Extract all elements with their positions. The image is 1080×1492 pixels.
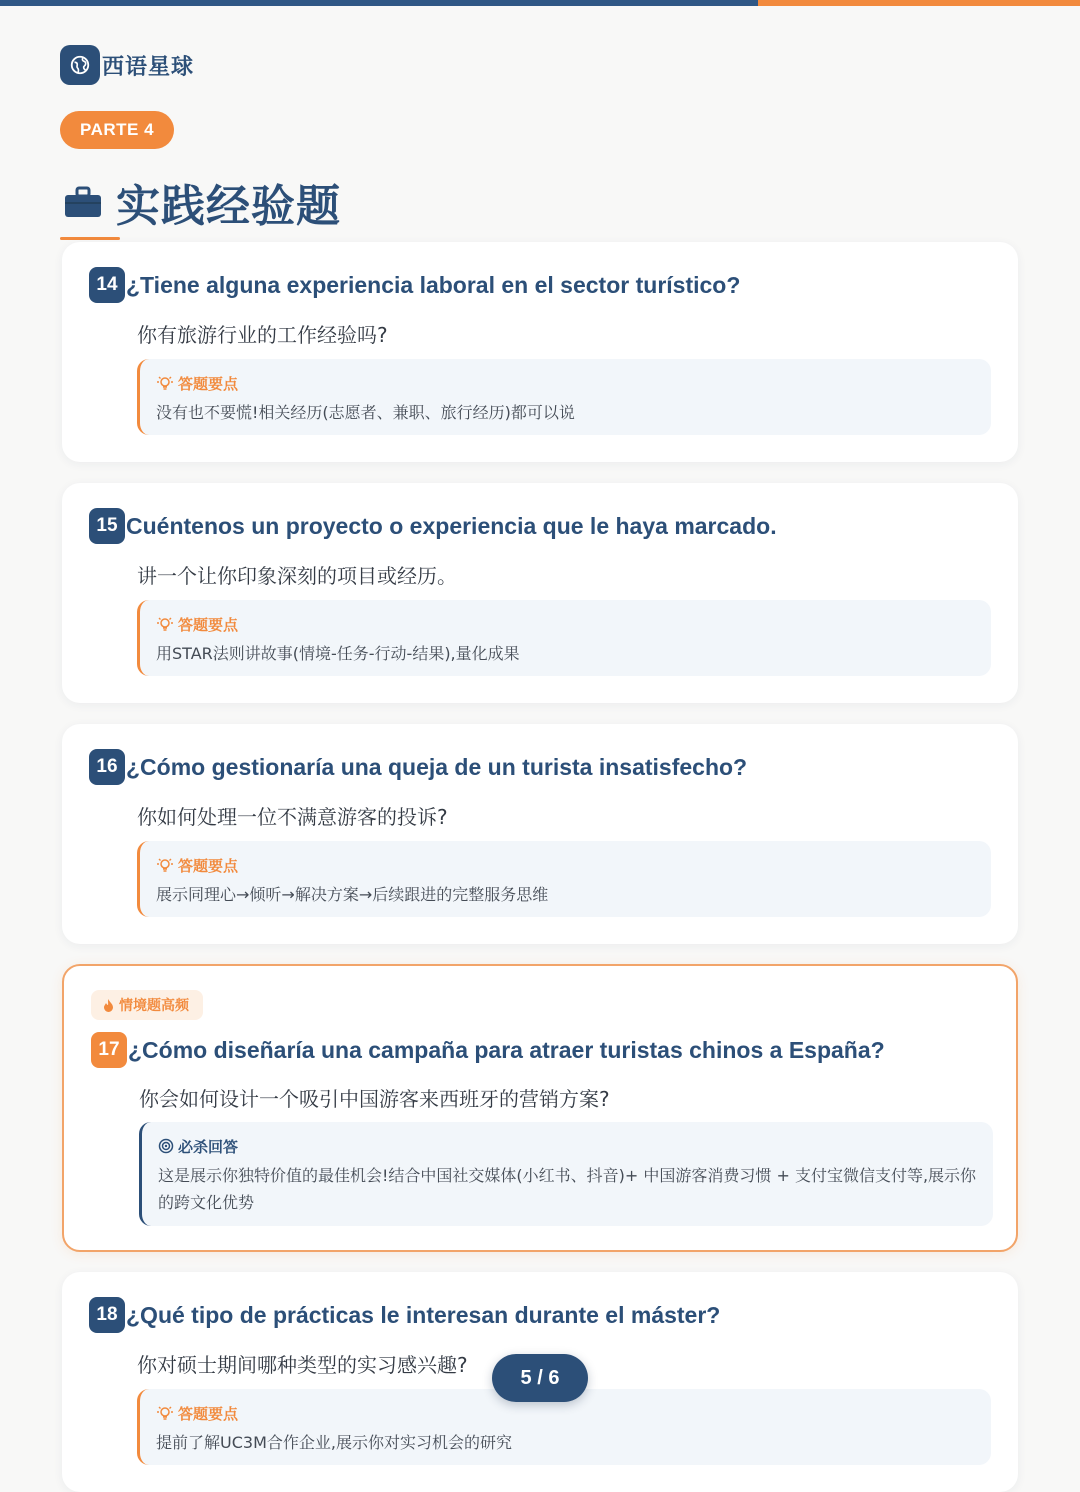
brand-name: 西语星球 [102, 54, 195, 80]
tip-label: 答题要点 [178, 856, 239, 875]
lightbulb-icon [156, 857, 174, 873]
question-card [62, 483, 1018, 703]
hot-badge [91, 990, 203, 1020]
answer-tip [139, 1122, 993, 1226]
question-spanish: ¿Tiene alguna experiencia laboral en el sector turístico? [126, 271, 741, 298]
brand [60, 45, 194, 85]
tip-text: 展示同理心→倾听→解决方案→后续跟进的完整服务思维 [156, 885, 549, 904]
lightbulb-icon [156, 616, 174, 632]
highlight-question-card [62, 964, 1018, 1252]
tip-text: 这是展示你独特价值的最佳机会!结合中国社交媒体(小红书、抖音)+ 中国游客消费习惯 + 支付宝微信支付等,展示你的跨文化优势 [158, 1166, 977, 1212]
lightbulb-icon [156, 375, 174, 391]
title-underline [60, 237, 120, 240]
question-chinese: 你会如何设计一个吸引中国游客来西班牙的营销方案? [139, 1087, 610, 1111]
question-spanish: ¿Cómo gestionaría una queja de un turista insatisfecho? [126, 753, 748, 780]
answer-tip [137, 359, 991, 435]
question-number: 18 [89, 1297, 125, 1333]
tip-label: 答题要点 [178, 374, 239, 393]
question-chinese: 你如何处理一位不满意游客的投诉? [137, 805, 448, 829]
tip-label: 答题要点 [178, 615, 239, 634]
tip-text: 提前了解UC3M合作企业,展示你对实习机会的研究 [156, 1433, 512, 1452]
question-chinese: 你对硕士期间哪种类型的实习感兴趣? [137, 1353, 468, 1377]
section-heading [64, 170, 341, 234]
question-chinese: 讲一个让你印象深刻的项目或经历。 [137, 564, 457, 588]
page-indicator[interactable]: 5 / 6 [492, 1354, 588, 1402]
badge-label: 情境题高频 [119, 998, 189, 1014]
question-number: 16 [89, 749, 125, 785]
question-number: 14 [89, 267, 125, 303]
lightbulb-icon [156, 1405, 174, 1421]
question-spanish: ¿Cómo diseñaría una campaña para atraer turistas chinos a España? [128, 1036, 885, 1063]
question-spanish: Cuéntenos un proyecto o experiencia que le haya marcado. [126, 512, 777, 539]
question-spanish: ¿Qué tipo de prácticas le interesan durante el máster? [126, 1301, 721, 1328]
question-chinese: 你有旅游行业的工作经验吗? [137, 323, 388, 347]
tip-text: 没有也不要慌!相关经历(志愿者、兼职、旅行经历)都可以说 [156, 403, 575, 422]
answer-tip [137, 600, 991, 676]
question-card [62, 242, 1018, 462]
question-number: 15 [89, 508, 125, 544]
part-badge: PARTE 4 [60, 111, 174, 149]
top-accent-bar [0, 0, 1080, 6]
question-number: 17 [91, 1032, 127, 1068]
tip-label: 必杀回答 [178, 1137, 239, 1156]
question-card [62, 724, 1018, 944]
tip-label: 答题要点 [178, 1404, 239, 1423]
briefcase-icon [64, 185, 102, 219]
target-icon [158, 1138, 174, 1154]
answer-tip [137, 841, 991, 917]
section-title: 实践经验题 [116, 181, 341, 232]
tip-text: 用STAR法则讲故事(情境-任务-行动-结果),量化成果 [156, 644, 520, 663]
fire-icon [103, 999, 114, 1012]
globe-icon [60, 45, 100, 85]
